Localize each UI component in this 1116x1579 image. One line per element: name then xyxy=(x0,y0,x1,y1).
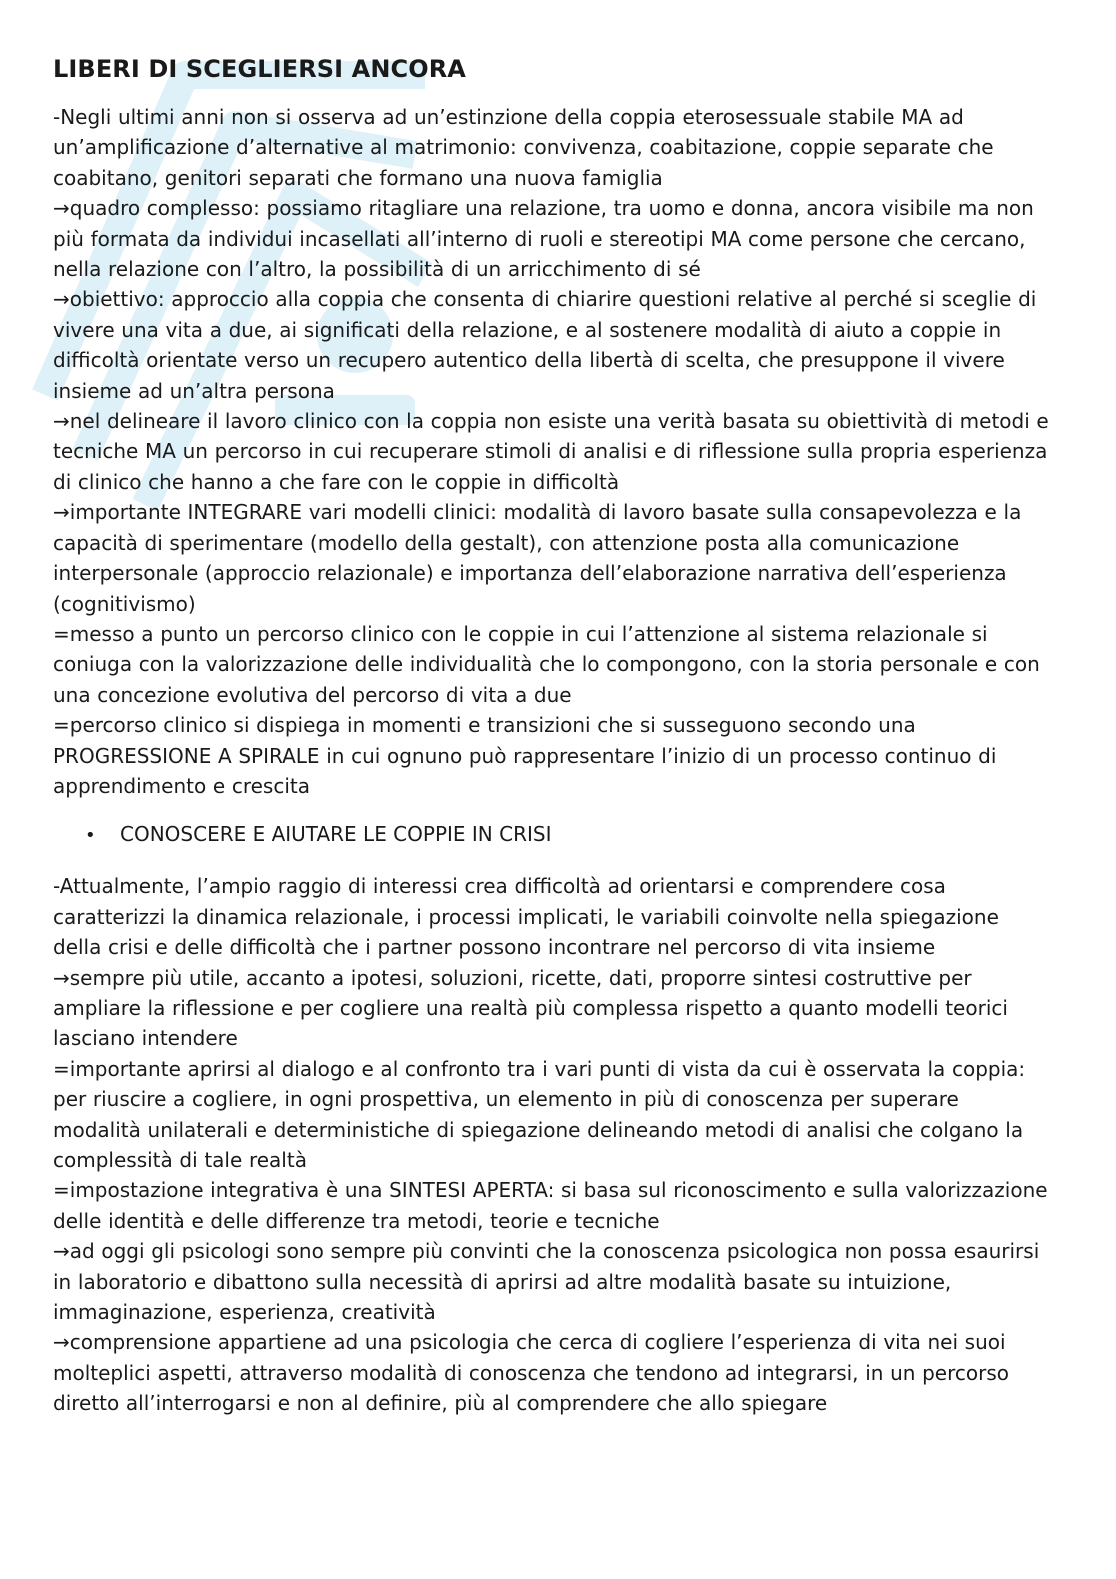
paragraph: -Attualmente, l’ampio raggio di interessi crea difficoltà ad orientarsi e comprendere cosa caratterizzi la dinamica relazionale, i processi implicati, le variabili coinvolte nella spiegazione della crisi e delle difficoltà che i partner possono incontrare nel percorso di vita insieme xyxy=(53,874,999,960)
section-intro xyxy=(53,102,1053,801)
paragraph: →ad oggi gli psicologi sono sempre più convinti che la conoscenza psicologica non possa esaurirsi in laboratorio e dibattono sulla necessità di aprirsi ad altre modalità basate su intuizione, immaginazione, esperienza, creatività xyxy=(53,1239,1040,1325)
paragraph: →nel delineare il lavoro clinico con la coppia non esiste una verità basata su obiettività di metodi e tecniche MA un percorso in cui recuperare stimoli di analisi e di riflessione sulla propria esperienza di clinico che hanno a che fare con le coppie in difficoltà xyxy=(53,409,1049,494)
paragraph: =impostazione integrativa è una SINTESI APERTA: si basa sul riconoscimento e sulla valorizzazione delle identità e delle differenze tra metodi, teorie e tecniche xyxy=(53,1178,1048,1233)
bullet-heading-text: CONOSCERE E AIUTARE LE COPPIE IN CRISI xyxy=(120,822,552,847)
paragraph: →sempre più utile, accanto a ipotesi, soluzioni, ricette, dati, proporre sintesi costruttive per ampliare la riflessione e per cogliere una realtà più complessa rispetto a quanto modelli teorici lasciano intendere xyxy=(53,965,1008,1051)
paragraph: -Negli ultimi anni non si osserva ad un’estinzione della coppia eterosessuale stabile MA ad un’amplificazione d’alternative al matrimonio: convivenza, coabitazione, coppie separate che coabitano, genitori separati che formano una nuova famiglia xyxy=(53,105,994,190)
document-page xyxy=(53,54,1053,1419)
paragraph: →importante INTEGRARE vari modelli clinici: modalità di lavoro basate sulla consapevolezza e la capacità di sperimentare (modello della gestalt), con attenzione posta alla comunicazione interpersonale (approccio relazionale) e importanza dell’elaborazione narrativa dell’esperienza (cognitivismo) xyxy=(53,500,1022,616)
bullet-heading xyxy=(53,819,1053,851)
paragraph: →comprensione appartiene ad una psicologia che cerca di cogliere l’esperienza di vita nei suoi molteplici aspetti, attraverso modalità di conoscenza che tendono ad integrarsi, in un percorso diretto all’interrogarsi e non al definire, più al comprendere che allo spiegare xyxy=(53,1330,1009,1416)
document-title: LIBERI DI SCEGLIERSI ANCORA xyxy=(53,55,466,83)
paragraph: =importante aprirsi al dialogo e al confronto tra i vari punti di vista da cui è osservata la coppia: per riuscire a cogliere, in ogni prospettiva, un elemento in più di conoscenza per superare modalità unilaterali e deterministiche di spiegazione delineando metodi di analisi che colgano la complessità di tale realtà xyxy=(53,1056,1026,1172)
bullet-icon: • xyxy=(85,825,96,847)
paragraph: →quadro complesso: possiamo ritagliare una relazione, tra uomo e donna, ancora visibile ma non più formata da individui incasellati all’interno di ruoli e stereotipi MA come persone che cercano, nella relazione con l’altro, la possibilità di un arricchimento di sé xyxy=(53,196,1034,282)
paragraph: →obiettivo: approccio alla coppia che consenta di chiarire questioni relative al perché si sceglie di vivere una vita a due, ai significati della relazione, e al sostenere modalità di aiuto a coppie in difficoltà orientate verso un recupero autentico della libertà di scelta, che presuppone il vivere insieme ad un’altra persona xyxy=(53,287,1037,403)
section-crisis xyxy=(53,871,1053,1418)
paragraph: =percorso clinico si dispiega in momenti e transizioni che si susseguono secondo una PROGRESSIONE A SPIRALE in cui ognuno può rappresentare l’inizio di un processo continuo di apprendimento e crescita xyxy=(53,713,997,798)
paragraph: =messo a punto un percorso clinico con le coppie in cui l’attenzione al sistema relazionale si coniuga con la valorizzazione delle individualità che lo compongono, con la storia personale e con una concezione evolutiva del percorso di vita a due xyxy=(53,621,1040,707)
